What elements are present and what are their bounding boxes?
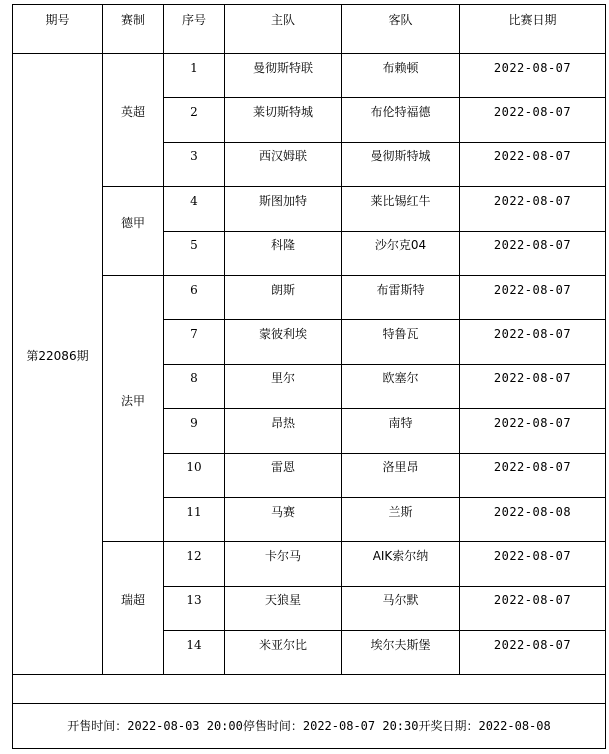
away-team-text: 莱比锡红牛 — [370, 193, 431, 208]
issue-cell — [13, 54, 103, 675]
home-team-text: 马赛 — [270, 504, 295, 519]
header-seq: 序号 — [164, 5, 225, 54]
seq-text: 8 — [190, 371, 198, 386]
date-cell — [460, 364, 606, 408]
date-text: 2022-08-07 — [493, 238, 572, 253]
home-team-text: 天狼星 — [264, 593, 301, 608]
home-team-cell — [225, 54, 342, 98]
seq-text: 10 — [186, 460, 202, 475]
league-label: 德甲 — [120, 216, 145, 231]
away-team-text: 布雷斯特 — [376, 282, 425, 297]
date-text: 2022-08-07 — [493, 105, 572, 120]
away-team-text: 沙尔克04 — [374, 238, 427, 253]
seq-text: 6 — [190, 282, 198, 297]
away-team-cell — [342, 409, 460, 453]
seq-text: 11 — [186, 504, 202, 519]
home-team-cell — [225, 631, 342, 675]
table-row — [13, 54, 606, 98]
date-text: 2022-08-07 — [493, 460, 572, 475]
home-team-text: 曼彻斯特联 — [252, 60, 313, 75]
date-cell — [460, 187, 606, 231]
sale-stop-text: 停售时间：2022-08-07 20:30 — [242, 719, 419, 734]
date-cell — [460, 453, 606, 497]
draw-date-text: 开奖日期：2022-08-08 — [418, 719, 551, 734]
away-team-text: 布赖顿 — [382, 60, 419, 75]
away-team-text: 欧塞尔 — [382, 371, 419, 386]
date-cell — [460, 586, 606, 630]
date-cell — [460, 542, 606, 586]
date-text: 2022-08-07 — [493, 60, 572, 75]
away-team-text: 南特 — [388, 415, 413, 430]
header-row — [13, 5, 606, 54]
home-team-text: 昂热 — [270, 415, 295, 430]
date-text: 2022-08-07 — [493, 548, 572, 563]
league-label: 法甲 — [120, 393, 145, 408]
away-team-cell — [342, 98, 460, 142]
date-cell — [460, 275, 606, 319]
away-team-text: 洛里昂 — [382, 460, 419, 475]
home-team-cell — [225, 453, 342, 497]
spacer-cell — [13, 675, 606, 704]
away-team-cell — [342, 142, 460, 186]
home-team-cell — [225, 98, 342, 142]
seq-cell — [164, 409, 225, 453]
away-team-text: 曼彻斯特城 — [370, 149, 431, 164]
footer-cell — [13, 704, 606, 749]
league-cell — [103, 542, 164, 675]
sale-start-text: 开售时间：2022-08-03 20:00 — [67, 719, 243, 734]
seq-text: 14 — [186, 637, 202, 652]
home-team-text: 雷恩 — [270, 460, 295, 475]
date-cell — [460, 320, 606, 364]
date-text: 2022-08-07 — [493, 593, 572, 608]
home-team-cell — [225, 187, 342, 231]
home-team-text: 卡尔马 — [264, 548, 301, 563]
home-team-text: 蒙彼利埃 — [258, 327, 307, 342]
seq-cell — [164, 98, 225, 142]
match-schedule-table — [12, 4, 606, 749]
seq-text: 12 — [186, 548, 202, 563]
date-text: 2022-08-08 — [493, 504, 572, 519]
spacer-row — [13, 675, 606, 704]
date-cell — [460, 231, 606, 275]
seq-text: 2 — [190, 105, 198, 120]
league-cell — [103, 54, 164, 187]
away-team-cell — [342, 453, 460, 497]
date-cell — [460, 54, 606, 98]
seq-cell — [164, 364, 225, 408]
header-issue: 期号 — [13, 5, 103, 54]
league-cell — [103, 275, 164, 541]
seq-text: 7 — [190, 327, 198, 342]
date-cell — [460, 497, 606, 541]
home-team-cell — [225, 275, 342, 319]
away-team-cell — [342, 54, 460, 98]
home-team-text: 科隆 — [270, 238, 295, 253]
seq-cell — [164, 187, 225, 231]
home-team-cell — [225, 409, 342, 453]
seq-cell — [164, 497, 225, 541]
date-text: 2022-08-07 — [493, 149, 572, 164]
home-team-text: 米亚尔比 — [258, 637, 307, 652]
seq-cell — [164, 631, 225, 675]
away-team-cell — [342, 497, 460, 541]
seq-text: 3 — [190, 149, 198, 164]
seq-cell — [164, 54, 225, 98]
away-team-cell — [342, 542, 460, 586]
home-team-cell — [225, 142, 342, 186]
away-team-cell — [342, 364, 460, 408]
away-team-text: AIK索尔纳 — [372, 548, 429, 563]
date-text: 2022-08-07 — [493, 371, 572, 386]
footer-row — [13, 704, 606, 749]
seq-cell — [164, 542, 225, 586]
away-team-cell — [342, 187, 460, 231]
seq-cell — [164, 586, 225, 630]
home-team-cell — [225, 231, 342, 275]
away-team-cell — [342, 275, 460, 319]
league-cell — [103, 187, 164, 276]
date-cell — [460, 409, 606, 453]
away-team-cell — [342, 586, 460, 630]
header-home: 主队 — [225, 5, 342, 54]
away-team-cell — [342, 320, 460, 364]
home-team-text: 斯图加特 — [258, 193, 307, 208]
home-team-cell — [225, 497, 342, 541]
date-cell — [460, 98, 606, 142]
seq-text: 5 — [190, 238, 198, 253]
away-team-cell — [342, 231, 460, 275]
away-team-text: 特鲁瓦 — [382, 327, 419, 342]
away-team-text: 兰斯 — [388, 504, 413, 519]
home-team-cell — [225, 364, 342, 408]
date-text: 2022-08-07 — [493, 637, 572, 652]
seq-cell — [164, 320, 225, 364]
away-team-text: 马尔默 — [382, 593, 419, 608]
date-text: 2022-08-07 — [493, 282, 572, 297]
date-cell — [460, 631, 606, 675]
away-team-text: 布伦特福德 — [370, 105, 431, 120]
home-team-cell — [225, 542, 342, 586]
header-league: 赛制 — [103, 5, 164, 54]
header-date: 比赛日期 — [460, 5, 606, 54]
date-text: 2022-08-07 — [493, 193, 572, 208]
seq-cell — [164, 142, 225, 186]
league-label: 瑞超 — [120, 593, 145, 608]
date-cell — [460, 142, 606, 186]
match-body — [13, 54, 606, 675]
header-away: 客队 — [342, 5, 460, 54]
league-label: 英超 — [120, 105, 145, 120]
seq-cell — [164, 275, 225, 319]
date-text: 2022-08-07 — [493, 415, 572, 430]
seq-text: 13 — [186, 593, 202, 608]
date-text: 2022-08-07 — [493, 327, 572, 342]
home-team-text: 莱切斯特城 — [252, 105, 313, 120]
seq-cell — [164, 453, 225, 497]
away-team-text: 埃尔夫斯堡 — [370, 637, 431, 652]
seq-text: 1 — [190, 60, 198, 75]
issue-label: 第22086期 — [26, 349, 89, 364]
home-team-cell — [225, 320, 342, 364]
home-team-text: 西汉姆联 — [258, 149, 307, 164]
seq-text: 4 — [190, 193, 198, 208]
seq-text: 9 — [190, 415, 198, 430]
home-team-cell — [225, 586, 342, 630]
seq-cell — [164, 231, 225, 275]
home-team-text: 朗斯 — [270, 282, 295, 297]
away-team-cell — [342, 631, 460, 675]
home-team-text: 里尔 — [270, 371, 295, 386]
